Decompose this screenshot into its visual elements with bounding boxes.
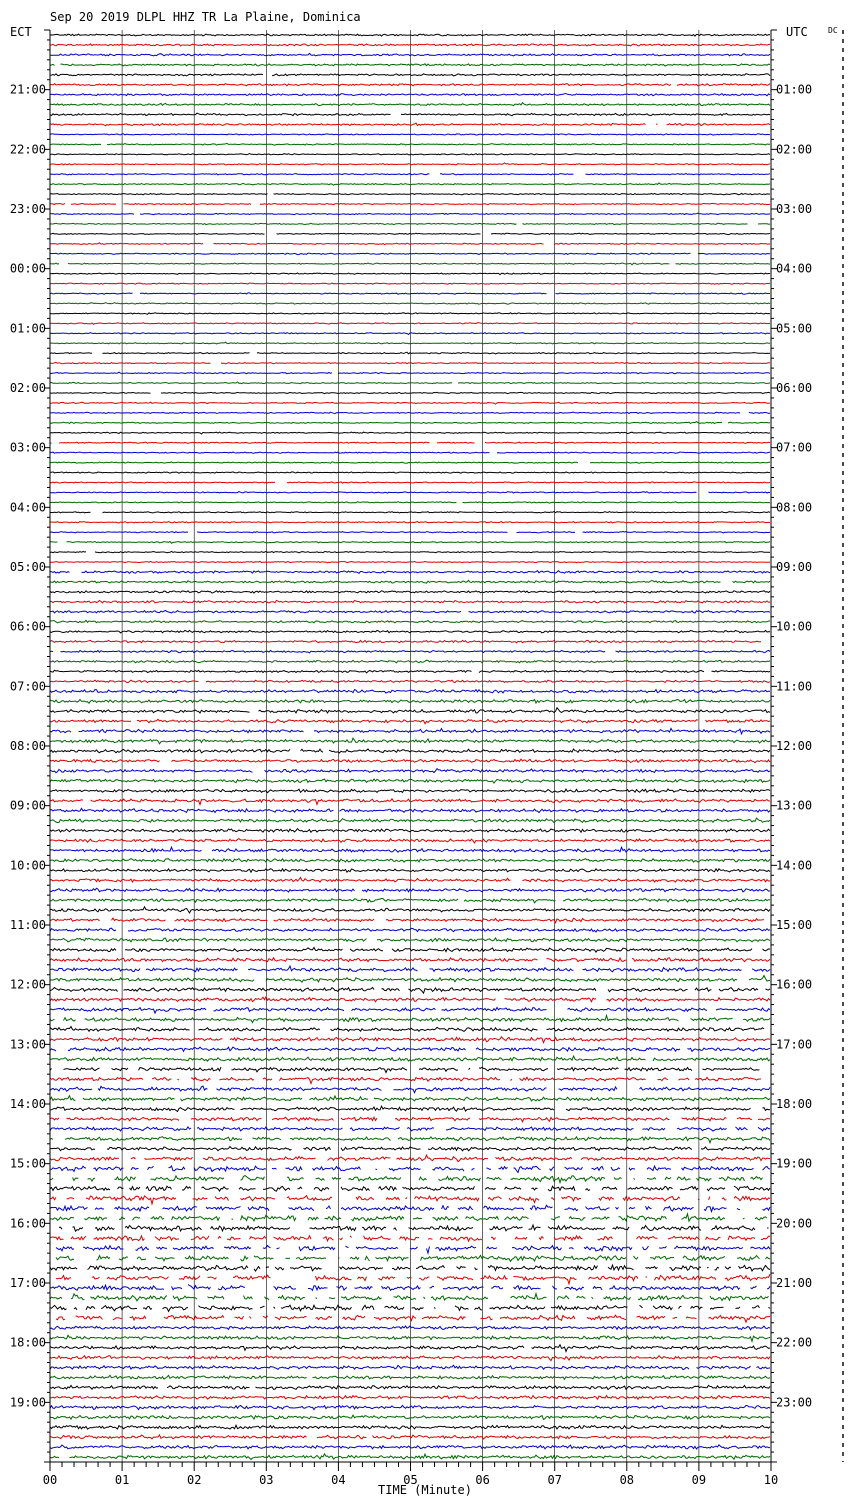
seismic-trace-128 — [50, 1305, 770, 1311]
seismic-trace-19 — [50, 223, 770, 224]
seismic-trace-18 — [50, 213, 770, 215]
seismic-trace-76 — [50, 789, 770, 793]
seismic-trace-132 — [50, 1345, 770, 1352]
seismic-trace-112 — [50, 1147, 770, 1151]
seismic-trace-47 — [50, 502, 770, 503]
seismic-trace-94 — [50, 966, 770, 972]
seismic-trace-117 — [50, 1196, 770, 1204]
seismic-trace-136 — [50, 1385, 770, 1389]
seismic-trace-113 — [50, 1155, 770, 1162]
right-hour-label: 21:00 — [776, 1276, 813, 1290]
seismic-trace-74 — [50, 769, 770, 773]
seismic-trace-98 — [50, 1008, 770, 1014]
seismic-trace-103 — [50, 1056, 770, 1061]
seismic-trace-16 — [50, 193, 770, 194]
right-hour-label: 15:00 — [776, 918, 813, 932]
left-hour-label: 16:00 — [9, 1216, 46, 1231]
seismic-trace-78 — [50, 808, 770, 812]
corner-label: DC — [828, 26, 838, 35]
seismic-trace-38 — [50, 412, 770, 413]
right-hour-label: 23:00 — [776, 1395, 813, 1410]
right-hour-label: 07:00 — [776, 440, 813, 455]
seismic-trace-124 — [50, 1265, 770, 1271]
x-tick-label: 03 — [259, 1473, 274, 1487]
seismic-trace-97 — [50, 997, 770, 1002]
seismic-trace-120 — [59, 1225, 769, 1231]
left-hour-label: 18:00 — [9, 1335, 46, 1350]
seismic-trace-15 — [50, 183, 770, 185]
seismic-trace-106 — [50, 1086, 770, 1093]
seismic-trace-2 — [50, 53, 770, 56]
seismic-trace-25 — [50, 283, 770, 284]
right-hour-label: 22:00 — [776, 1335, 813, 1350]
right-hour-label: 13:00 — [776, 798, 813, 813]
seismic-trace-45 — [50, 482, 770, 483]
left-hour-label: 12:00 — [9, 977, 46, 992]
seismic-trace-127 — [50, 1294, 769, 1301]
left-timezone-label: ECT — [10, 25, 32, 39]
seismic-trace-143 — [50, 1454, 770, 1460]
x-tick-label: 04 — [331, 1473, 346, 1487]
seismic-trace-9 — [50, 123, 770, 126]
seismic-trace-34 — [50, 372, 770, 374]
left-hour-label: 02:00 — [9, 381, 46, 395]
seismic-trace-77 — [50, 799, 770, 805]
right-hour-label: 10:00 — [776, 619, 813, 634]
seismic-trace-101 — [50, 1037, 770, 1043]
seismic-trace-71 — [50, 738, 770, 744]
x-axis-label: TIME (Minute) — [378, 1483, 472, 1497]
seismic-trace-83 — [50, 859, 770, 863]
right-hour-label: 20:00 — [776, 1216, 813, 1231]
seismic-trace-55 — [50, 580, 770, 583]
right-hour-label: 06:00 — [776, 381, 813, 395]
seismic-trace-138 — [50, 1405, 770, 1409]
right-hour-label: 17:00 — [776, 1037, 813, 1052]
seismic-trace-107 — [50, 1096, 770, 1101]
right-hour-label: 08:00 — [776, 500, 813, 515]
left-hour-label: 23:00 — [9, 202, 46, 216]
seismic-trace-75 — [50, 779, 770, 783]
seismic-trace-60 — [50, 630, 770, 633]
right-hour-labels — [776, 83, 812, 1410]
seismic-trace-67 — [50, 700, 770, 704]
seismic-trace-10 — [50, 134, 770, 135]
seismic-trace-54 — [50, 571, 770, 574]
seismic-trace-21 — [50, 243, 770, 245]
x-tick-label: 06 — [475, 1473, 490, 1487]
seismic-trace-28 — [50, 313, 770, 315]
seismic-trace-95 — [50, 976, 770, 983]
x-tick-labels — [43, 1473, 778, 1487]
seismic-trace-140 — [50, 1425, 770, 1429]
seismic-trace-68 — [50, 708, 770, 713]
seismic-trace-40 — [50, 432, 770, 434]
seismic-trace-1 — [50, 44, 770, 46]
seismic-trace-37 — [50, 402, 770, 404]
left-hour-label: 00:00 — [9, 261, 46, 276]
seismic-trace-3 — [50, 64, 770, 66]
seismic-trace-88 — [50, 907, 770, 913]
seismic-trace-31 — [50, 342, 770, 344]
seismic-trace-23 — [50, 263, 770, 265]
seismic-trace-99 — [50, 1016, 770, 1023]
seismic-trace-6 — [50, 94, 770, 96]
seismic-trace-41 — [50, 442, 770, 443]
x-tick-label: 02 — [186, 1473, 202, 1487]
seismic-trace-51 — [50, 542, 770, 544]
seismic-trace-35 — [50, 382, 770, 384]
seismic-trace-119 — [50, 1214, 767, 1221]
seismic-trace-87 — [50, 899, 770, 903]
x-tick-label: 01 — [114, 1473, 130, 1487]
seismic-trace-50 — [50, 532, 770, 534]
x-tick-label: 10 — [763, 1473, 779, 1487]
seismic-trace-86 — [50, 888, 770, 892]
right-hour-label: 12:00 — [776, 739, 813, 753]
left-hour-label: 15:00 — [9, 1156, 46, 1171]
seismic-trace-90 — [50, 928, 770, 932]
seismic-trace-116 — [50, 1186, 770, 1191]
seismic-trace-0 — [50, 34, 770, 36]
seismic-trace-53 — [50, 561, 770, 562]
seismic-trace-121 — [50, 1236, 770, 1241]
seismic-trace-62 — [50, 650, 770, 653]
left-hour-label: 01:00 — [9, 321, 46, 336]
seismic-trace-142 — [50, 1445, 770, 1449]
left-hour-label: 08:00 — [9, 739, 46, 753]
seismic-trace-39 — [50, 422, 770, 424]
seismic-trace-63 — [50, 660, 770, 663]
seismic-trace-81 — [50, 839, 770, 843]
seismic-trace-84 — [50, 869, 770, 873]
seismic-trace-96 — [50, 988, 770, 994]
seismic-trace-57 — [50, 600, 770, 603]
x-tick-label: 00 — [42, 1473, 58, 1487]
seismic-trace-114 — [50, 1166, 770, 1172]
seismic-trace-11 — [50, 143, 770, 145]
left-hour-label: 19:00 — [9, 1395, 46, 1410]
seismic-trace-65 — [50, 680, 770, 683]
seismic-trace-8 — [50, 113, 770, 116]
left-hour-label: 22:00 — [9, 142, 46, 157]
seismic-trace-42 — [50, 452, 770, 453]
right-hour-label: 14:00 — [776, 858, 813, 873]
seismic-trace-100 — [50, 1027, 764, 1032]
seismic-trace-48 — [50, 512, 770, 513]
seismic-trace-126 — [50, 1285, 770, 1291]
seismic-trace-131 — [50, 1335, 770, 1341]
seismic-trace-59 — [50, 620, 770, 623]
left-hour-label: 06:00 — [9, 619, 46, 634]
seismic-trace-46 — [50, 492, 770, 494]
seismic-trace-32 — [50, 352, 770, 354]
right-hour-label: 16:00 — [776, 977, 813, 992]
seismic-trace-69 — [50, 719, 770, 723]
left-hour-label: 07:00 — [9, 679, 46, 694]
seismic-trace-24 — [50, 273, 770, 275]
seismic-trace-118 — [50, 1205, 770, 1211]
left-hour-label: 10:00 — [9, 858, 46, 873]
seismic-trace-129 — [56, 1315, 770, 1322]
seismic-trace-26 — [50, 293, 770, 294]
seismic-trace-70 — [50, 728, 770, 734]
left-hour-label: 17:00 — [9, 1276, 46, 1290]
right-timezone-label: UTC — [786, 25, 808, 39]
right-hour-label: 19:00 — [776, 1156, 813, 1171]
seismic-trace-33 — [50, 363, 770, 364]
seismic-trace-49 — [50, 522, 770, 524]
seismic-trace-115 — [50, 1176, 763, 1183]
right-hour-label: 11:00 — [776, 679, 813, 694]
seismic-trace-110 — [50, 1127, 770, 1131]
seismic-trace-61 — [50, 640, 761, 643]
seismic-trace-20 — [50, 233, 770, 234]
left-hour-label: 09:00 — [9, 798, 46, 813]
seismic-trace-13 — [50, 163, 770, 165]
seismic-trace-30 — [50, 333, 770, 335]
seismic-trace-105 — [50, 1077, 761, 1083]
seismic-trace-123 — [56, 1255, 770, 1261]
left-hour-label: 14:00 — [9, 1097, 46, 1111]
seismic-trace-111 — [50, 1137, 770, 1143]
seismic-trace-22 — [50, 253, 770, 255]
seismic-traces — [50, 34, 770, 1460]
seismic-trace-134 — [50, 1365, 770, 1369]
right-hour-label: 18:00 — [776, 1097, 813, 1111]
seismic-trace-58 — [50, 611, 770, 614]
left-hour-label: 03:00 — [9, 440, 46, 455]
left-hour-label: 13:00 — [9, 1037, 46, 1052]
left-hour-label: 11:00 — [9, 918, 46, 932]
seismic-trace-52 — [50, 551, 770, 552]
seismic-trace-4 — [50, 74, 770, 76]
seismic-trace-89 — [50, 918, 770, 923]
seismic-trace-66 — [50, 690, 770, 694]
seismic-trace-137 — [50, 1396, 770, 1400]
seismic-trace-43 — [50, 462, 770, 463]
seismic-trace-133 — [50, 1356, 770, 1361]
seismic-trace-29 — [50, 323, 770, 325]
right-hour-label: 09:00 — [776, 560, 813, 574]
seismic-trace-108 — [50, 1106, 770, 1111]
seismic-trace-125 — [56, 1274, 770, 1284]
left-hour-label: 21:00 — [9, 82, 46, 97]
seismic-trace-102 — [50, 1047, 770, 1051]
seismic-trace-12 — [50, 154, 770, 155]
right-hour-label: 01:00 — [776, 82, 813, 97]
seismic-trace-141 — [50, 1435, 770, 1439]
seismic-trace-56 — [50, 591, 770, 593]
chart-title: Sep 20 2019 DLPL HHZ TR La Plaine, Dominica — [50, 10, 361, 24]
seismic-trace-135 — [50, 1375, 770, 1379]
seismic-trace-14 — [50, 174, 770, 175]
seismic-trace-93 — [50, 958, 770, 962]
seismic-trace-85 — [50, 878, 770, 883]
seismic-trace-122 — [56, 1246, 770, 1254]
seismic-trace-79 — [50, 818, 770, 823]
left-hour-label: 04:00 — [9, 500, 46, 515]
seismic-trace-72 — [50, 749, 770, 753]
right-hour-label: 04:00 — [776, 261, 813, 276]
right-hour-label: 05:00 — [776, 321, 813, 336]
seismic-trace-139 — [50, 1415, 770, 1419]
seismic-trace-104 — [50, 1067, 770, 1072]
seismic-trace-44 — [50, 472, 770, 473]
seismic-trace-17 — [50, 203, 770, 204]
seismic-trace-5 — [50, 84, 770, 86]
right-hour-label: 02:00 — [776, 142, 813, 157]
seismic-trace-92 — [50, 948, 770, 953]
left-hour-labels — [10, 83, 46, 1410]
x-tick-label: 07 — [547, 1473, 562, 1487]
seismic-trace-36 — [50, 392, 770, 393]
x-tick-label: 08 — [619, 1473, 635, 1487]
seismic-trace-82 — [50, 847, 770, 852]
x-tick-label: 05 — [403, 1473, 418, 1487]
seismic-trace-27 — [50, 303, 770, 305]
seismic-trace-7 — [50, 103, 770, 106]
left-hour-label: 05:00 — [9, 560, 46, 574]
seismic-trace-80 — [50, 829, 770, 833]
seismic-trace-109 — [50, 1117, 770, 1122]
x-tick-label: 09 — [691, 1473, 707, 1487]
seismic-trace-64 — [50, 670, 770, 673]
seismic-trace-91 — [50, 938, 770, 942]
seismic-trace-130 — [50, 1326, 770, 1330]
seismic-trace-73 — [50, 759, 770, 763]
right-hour-label: 03:00 — [776, 202, 813, 216]
